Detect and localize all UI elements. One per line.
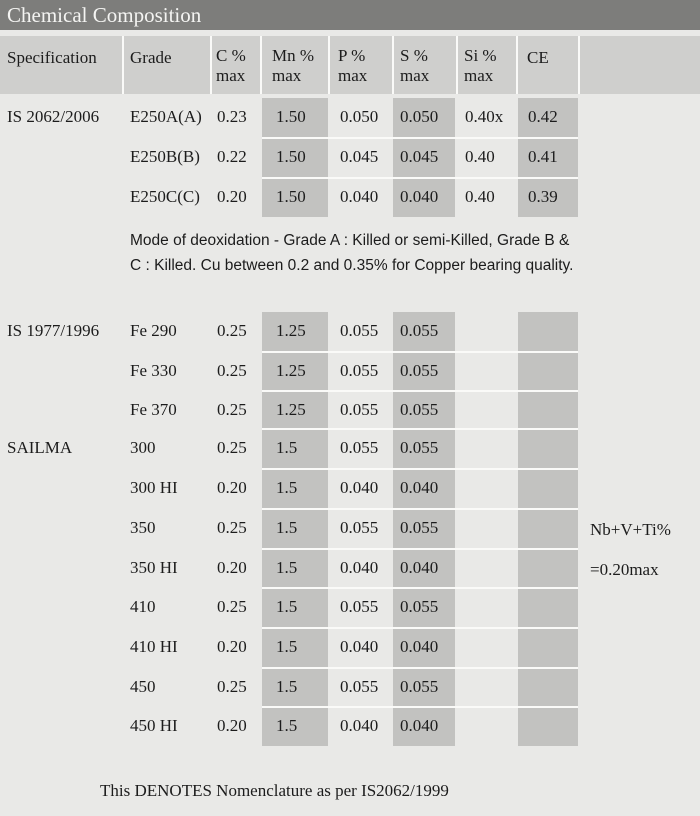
cell-s: 0.055 [400,518,439,537]
cell-grade: 450 [130,677,156,696]
header-divider [328,36,330,94]
cell-c: 0.25 [217,518,247,537]
cell-p: 0.045 [340,147,379,166]
cell-ce: 0.41 [528,147,558,166]
header-s-line: S % [400,46,428,65]
cell-s: 0.045 [400,147,439,166]
cell-spec: IS 2062/2006 [7,107,100,126]
cell-p: 0.055 [340,597,379,616]
row-divider [262,390,578,392]
cell-mn: 1.5 [276,716,298,735]
header-p-line: P % [338,46,366,65]
row-divider [262,627,578,629]
cell-p: 0.040 [340,558,379,577]
cell-c: 0.25 [217,677,247,696]
cell-si: 0.40x [465,107,504,126]
header-mn [272,46,314,86]
cell-s: 0.055 [400,597,439,616]
cell-c: 0.25 [217,321,247,340]
cell-c: 0.20 [217,716,247,735]
row-divider [262,587,578,589]
cell-mn: 1.50 [276,147,306,166]
cell-mn: 1.5 [276,597,298,616]
row-divider [262,177,578,179]
row-divider [262,508,578,510]
deoxidation-note: Mode of deoxidation - Grade A : Killed or semi-Killed, Grade B & C : Killed. Cu between 0.2 and 0.35% for Copper bearing quality. [130,232,574,274]
cell-mn: 1.25 [276,361,306,380]
header-divider [122,36,124,94]
header-ce [527,48,549,68]
cell-grade: E250A(A) [130,107,202,126]
cell-spec: IS 1977/1996 [7,321,100,340]
cell-mn: 1.5 [276,438,298,457]
header-divider [578,36,580,94]
cell-mn: 1.5 [276,677,298,696]
header-divider [210,36,212,94]
row-divider [262,706,578,708]
header-divider [260,36,262,94]
cell-p: 0.055 [340,518,379,537]
cell-ce: 0.39 [528,187,558,206]
cell-c: 0.25 [217,438,247,457]
cell-s: 0.050 [400,107,439,126]
header-s-line: max [400,66,430,85]
cell-p: 0.055 [340,677,379,696]
cell-c: 0.20 [217,187,247,206]
header-c [216,46,246,86]
cell-grade: Fe 370 [130,400,177,419]
cell-grade: Fe 330 [130,361,177,380]
footer-note: This DENOTES Nomenclature as per IS2062/1999 [100,781,449,800]
header-specification [7,48,97,68]
cell-c: 0.20 [217,558,247,577]
cell-p: 0.055 [340,438,379,457]
cell-grade: 450 HI [130,716,178,735]
cell-grade: 350 HI [130,558,178,577]
cell-s: 0.040 [400,478,439,497]
header-p-line: max [338,66,368,85]
cell-p: 0.040 [340,716,379,735]
cell-p: 0.040 [340,187,379,206]
cell-mn: 1.5 [276,637,298,656]
cell-si: 0.40 [465,147,495,166]
cell-c: 0.23 [217,107,247,126]
cell-c: 0.22 [217,147,247,166]
cell-mn: 1.5 [276,558,298,577]
cell-s: 0.055 [400,438,439,457]
cell-s: 0.055 [400,400,439,419]
cell-grade: 300 [130,438,156,457]
header-s [400,46,429,86]
header-divider [456,36,458,94]
cell-mn: 1.25 [276,321,306,340]
cell-si: 0.40 [465,187,495,206]
nb-v-ti-max-note: =0.20max [590,560,659,579]
cell-spec: SAILMA [7,438,73,457]
cell-grade: E250B(B) [130,147,200,166]
header-mn-line: max [272,66,302,85]
header-si-line: Si % [464,46,497,65]
row-divider [262,468,578,470]
page-title: Chemical Composition [0,0,700,30]
cell-s: 0.055 [400,361,439,380]
cell-s: 0.040 [400,637,439,656]
cell-grade: E250C(C) [130,187,200,206]
cell-p: 0.055 [340,400,379,419]
header-grade [130,48,172,68]
header-si-line: max [464,66,494,85]
cell-c: 0.20 [217,637,247,656]
cell-grade: 410 [130,597,156,616]
shaded-column-ce-group-2 [518,312,578,746]
cell-grade: Fe 290 [130,321,177,340]
cell-grade: 300 HI [130,478,178,497]
header-si [464,46,497,86]
nb-v-ti-note: Nb+V+Ti% [590,520,671,539]
row-divider [262,548,578,550]
cell-mn: 1.50 [276,107,306,126]
header-ce-line: CE [527,48,549,67]
header-specification-line: Specification [7,48,97,67]
cell-mn: 1.50 [276,187,306,206]
cell-c: 0.20 [217,478,247,497]
cell-s: 0.040 [400,716,439,735]
cell-ce: 0.42 [528,107,558,126]
header-p [338,46,367,86]
row-divider [262,351,578,353]
cell-c: 0.25 [217,597,247,616]
cell-s: 0.055 [400,677,439,696]
cell-mn: 1.5 [276,518,298,537]
row-divider [262,667,578,669]
cell-mn: 1.5 [276,478,298,497]
cell-grade: 410 HI [130,637,178,656]
cell-grade: 350 [130,518,156,537]
cell-p: 0.055 [340,361,379,380]
cell-p: 0.055 [340,321,379,340]
cell-p: 0.040 [340,637,379,656]
header-grade-line: Grade [130,48,172,67]
cell-p: 0.040 [340,478,379,497]
header-c-line: C % [216,46,246,65]
cell-c: 0.25 [217,400,247,419]
cell-s: 0.055 [400,321,439,340]
row-divider [262,137,578,139]
cell-s: 0.040 [400,187,439,206]
header-divider [516,36,518,94]
header-divider [392,36,394,94]
cell-mn: 1.25 [276,400,306,419]
cell-p: 0.050 [340,107,379,126]
header-mn-line: Mn % [272,46,315,65]
header-c-line: max [216,66,246,85]
cell-c: 0.25 [217,361,247,380]
cell-s: 0.040 [400,558,439,577]
row-divider [262,428,578,430]
